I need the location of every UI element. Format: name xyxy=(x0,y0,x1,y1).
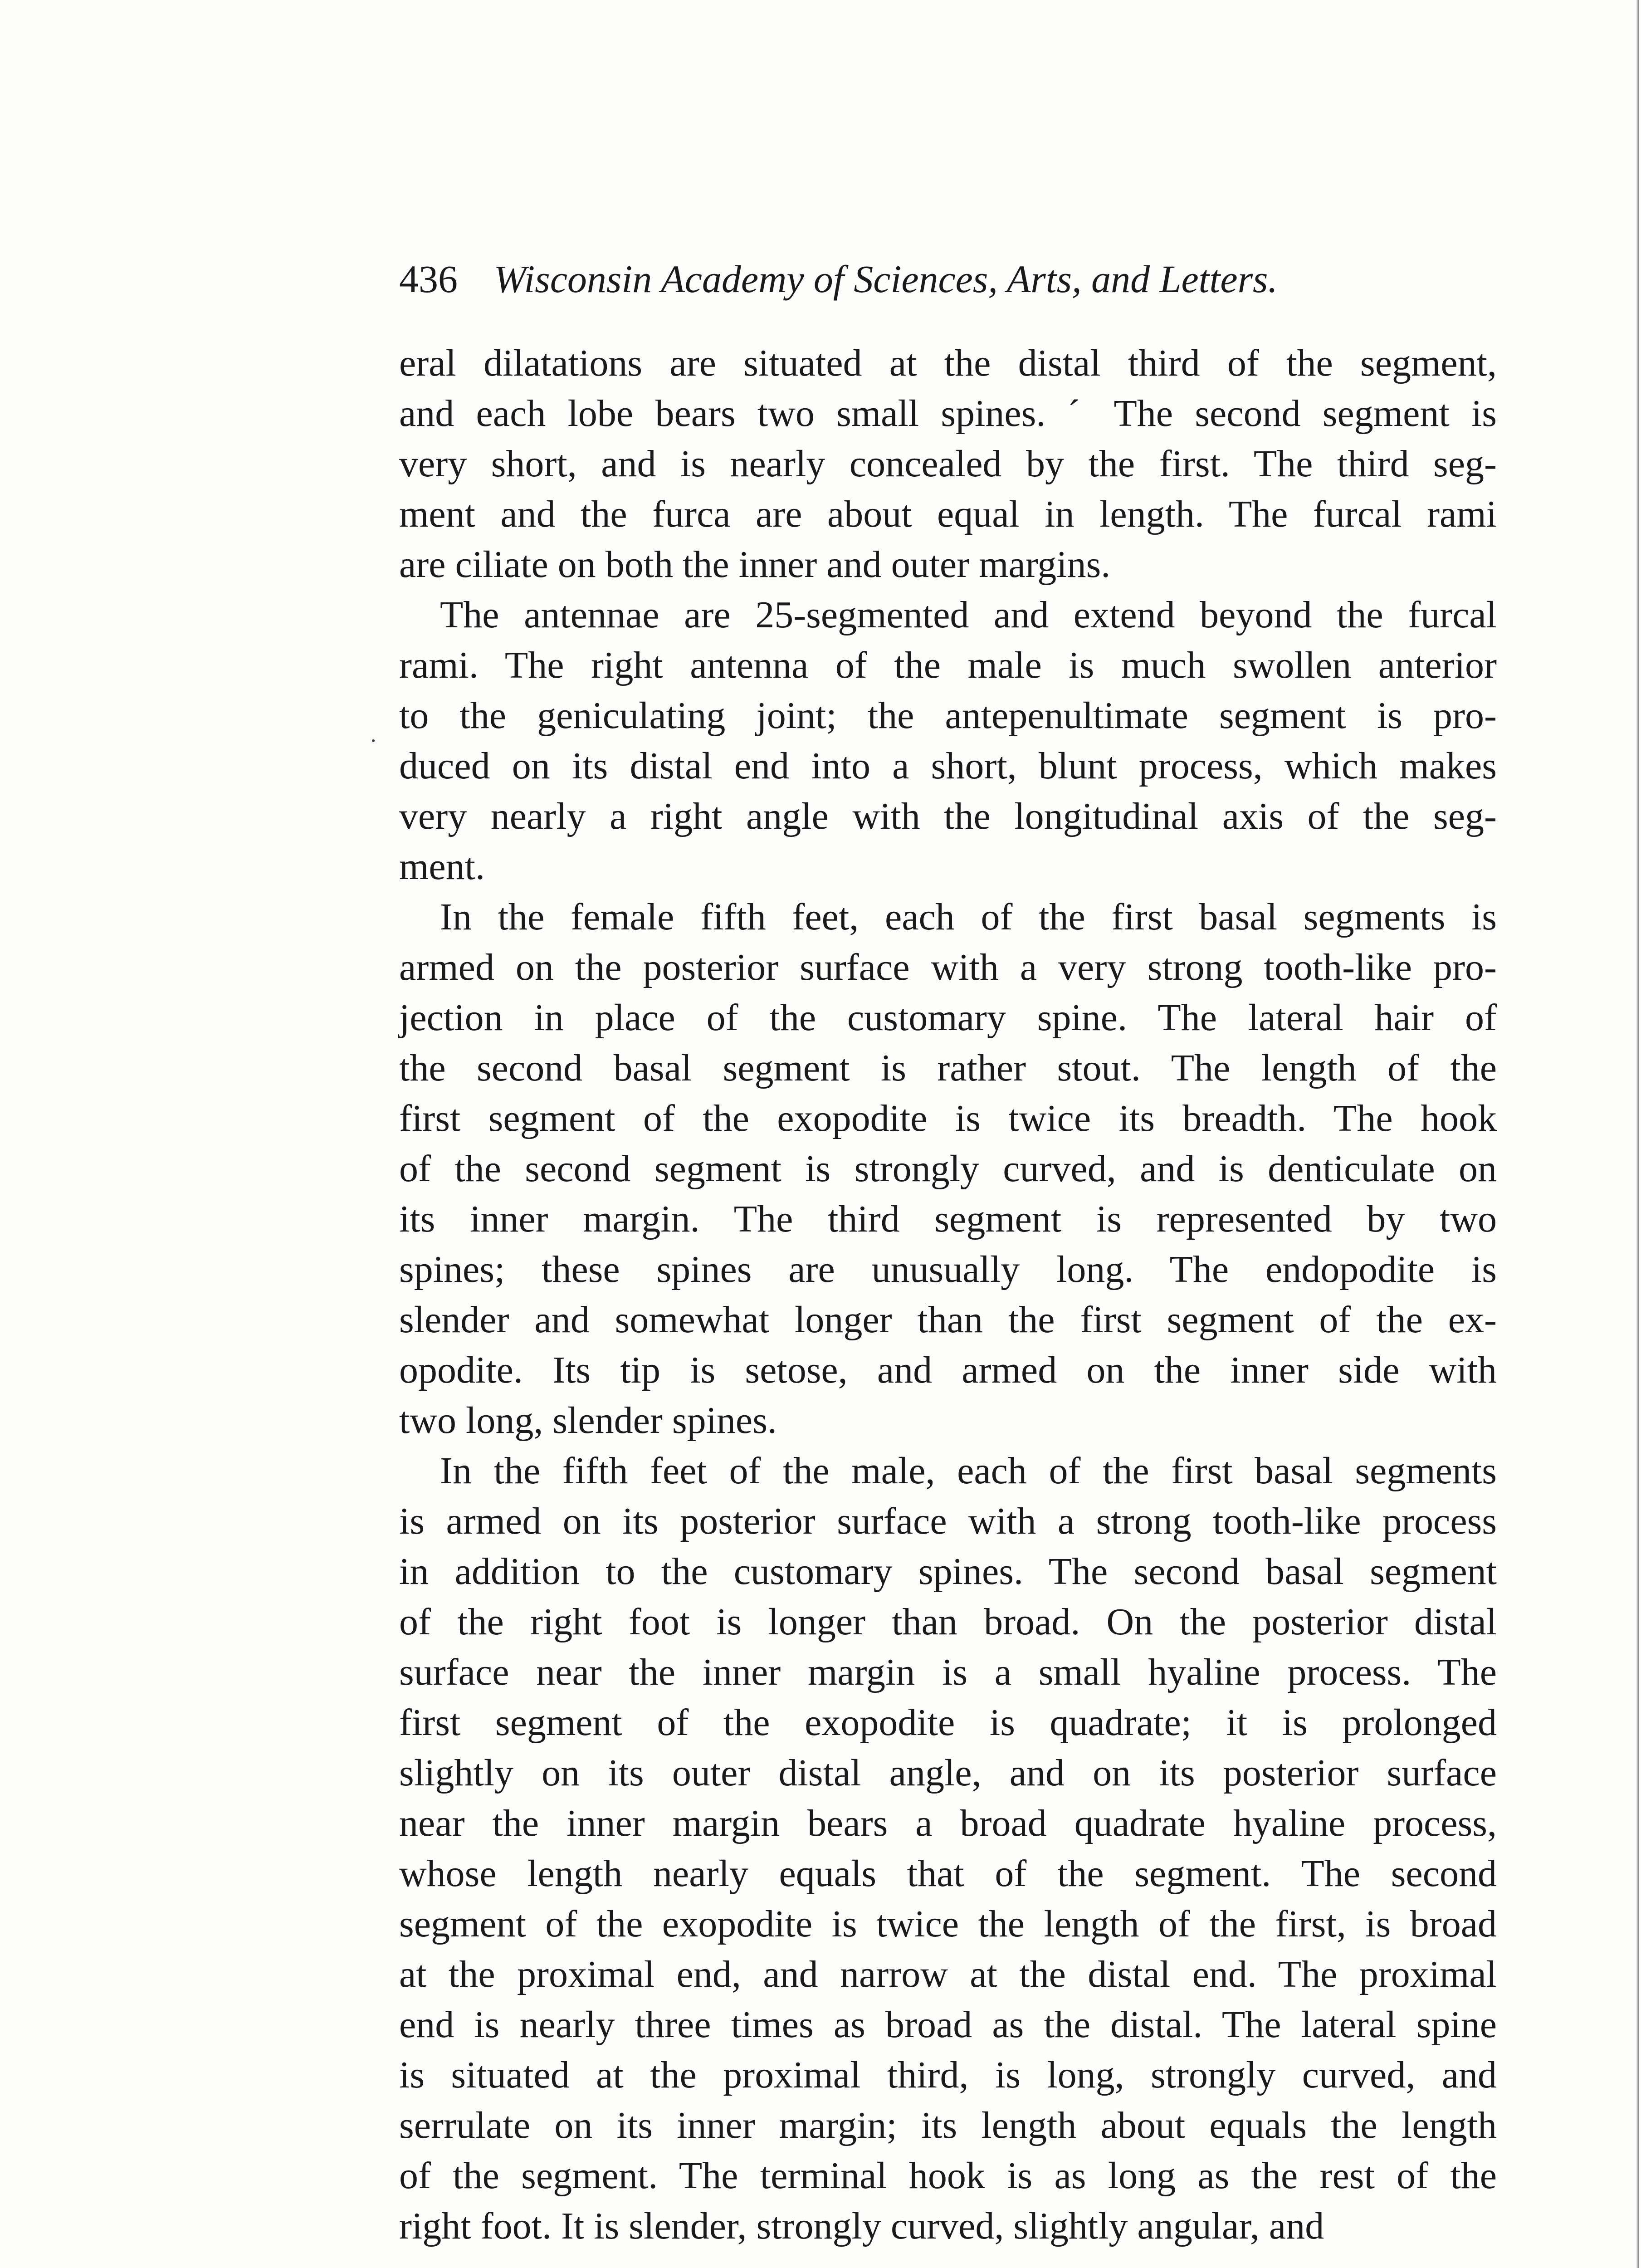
text-line: opodite. Its tip is setose, and armed on the inner side with xyxy=(399,1349,1497,1391)
text-line: is armed on its posterior surface with a strong tooth-like process xyxy=(399,1500,1497,1542)
text-line: first segment of the exopodite is twice its breadth. The hook xyxy=(399,1097,1497,1139)
text-line: near the inner margin bears a broad quadrate hyaline process, xyxy=(399,1802,1497,1844)
page-number: 436 xyxy=(399,257,458,301)
text-line: eral dilatations are situated at the distal third of the segment, xyxy=(399,342,1497,384)
text-line: are ciliate on both the inner and outer margins. xyxy=(399,543,1111,586)
paragraph xyxy=(399,892,1497,1446)
text-line: In the female fifth feet, each of the first basal segments is xyxy=(440,896,1497,938)
scan-edge-right xyxy=(1636,0,1639,2268)
text-line: very nearly a right angle with the longitudinal axis of the seg- xyxy=(399,795,1497,837)
text-line: ment and the furca are about equal in length. The furcal rami xyxy=(399,493,1497,535)
text-line: and each lobe bears two small spines. ˊ The second segment is xyxy=(399,392,1497,435)
text-line: of the second segment is strongly curved, and is denticulate on xyxy=(399,1148,1497,1190)
text-line: jection in place of the customary spine. The lateral hair of xyxy=(399,997,1497,1039)
stray-mark xyxy=(372,739,375,742)
text-line: spines; these spines are unusually long. The endopodite is xyxy=(399,1248,1497,1290)
text-line: slightly on its outer distal angle, and on its posterior surface xyxy=(399,1752,1497,1794)
text-line: end is nearly three times as broad as the distal. The lateral spine xyxy=(399,2004,1497,2046)
text-line: to the geniculating joint; the antepenultimate segment is pro- xyxy=(399,694,1497,737)
paragraph xyxy=(399,338,1497,590)
body-text xyxy=(399,338,1497,2251)
text-line: of the right foot is longer than broad. On the posterior distal xyxy=(399,1601,1497,1643)
text-line: of the segment. The terminal hook is as long as the rest of the xyxy=(399,2155,1497,2197)
text-line: two long, slender spines. xyxy=(399,1399,777,1442)
text-line: first segment of the exopodite is quadrate; it is prolonged xyxy=(399,1701,1497,1744)
text-line: ment. xyxy=(399,846,485,888)
text-line: segment of the exopodite is twice the length of the first, is broad xyxy=(399,1903,1497,1945)
text-line: armed on the posterior surface with a very strong tooth-like pro- xyxy=(399,946,1497,988)
text-line: serrulate on its inner margin; its length about equals the length xyxy=(399,2104,1497,2146)
text-line: duced on its distal end into a short, blunt process, which makes xyxy=(399,745,1497,787)
text-line: The antennae are 25-segmented and extend beyond the furcal xyxy=(440,594,1497,636)
text-line: whose length nearly equals that of the segment. The second xyxy=(399,1853,1497,1895)
text-line: right foot. It is slender, strongly curved, slightly angular, and xyxy=(399,2205,1324,2247)
text-line: In the fifth feet of the male, each of the first basal segments xyxy=(440,1450,1497,1492)
text-line: rami. The right antenna of the male is much swollen anterior xyxy=(399,644,1497,686)
text-line: at the proximal end, and narrow at the distal end. The proximal xyxy=(399,1953,1497,1995)
text-line: its inner margin. The third segment is represented by two xyxy=(399,1198,1497,1240)
paragraph xyxy=(399,590,1497,892)
text-line: in addition to the customary spines. The second basal segment xyxy=(399,1550,1497,1593)
running-title: Wisconsin Academy of Sciences, Arts, and Letters. xyxy=(493,257,1278,301)
text-line: very short, and is nearly concealed by the first. The third seg- xyxy=(399,443,1497,485)
text-line: the second basal segment is rather stout. The length of the xyxy=(399,1047,1497,1089)
running-header xyxy=(399,245,1501,313)
paragraph xyxy=(399,1446,1497,2251)
text-line: is situated at the proximal third, is long, strongly curved, and xyxy=(399,2054,1497,2096)
text-line: surface near the inner margin is a small hyaline process. The xyxy=(399,1651,1497,1693)
text-line: slender and somewhat longer than the first segment of the ex- xyxy=(399,1299,1497,1341)
